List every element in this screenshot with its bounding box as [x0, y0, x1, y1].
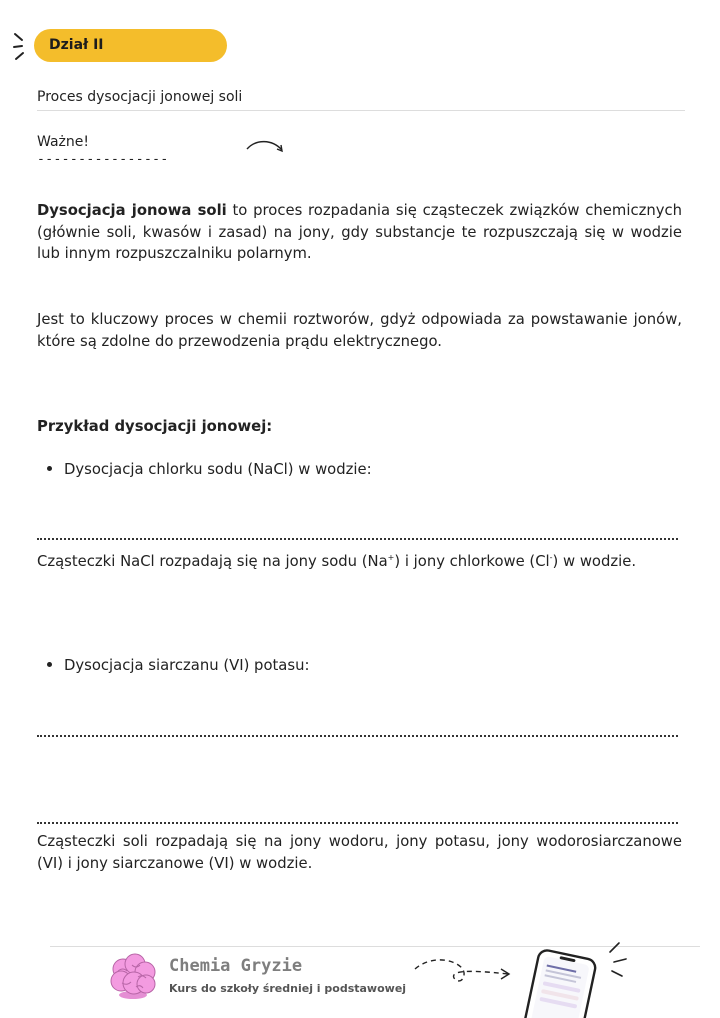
brain-logo-icon	[108, 953, 158, 1001]
answer-line-2[interactable]	[37, 735, 678, 737]
note-part: Cząsteczki NaCl rozpadają się na jony sodu (Na	[37, 552, 388, 570]
example-2-bullet	[47, 657, 309, 674]
definition-paragraph	[37, 200, 682, 265]
spark-lines-icon	[12, 30, 34, 62]
title-divider	[37, 110, 685, 111]
important-dash-divider: ----------------	[37, 152, 169, 167]
example-1-bullet	[47, 461, 372, 478]
example-1-text: Dysocjacja chlorku sodu (NaCl) w wodzie:	[64, 461, 372, 478]
curved-arrow-icon	[412, 954, 516, 988]
brand-name: Chemia Gryzie	[169, 956, 303, 976]
example-2-text: Dysocjacja siarczanu (VI) potasu:	[64, 657, 310, 674]
bullet-dot	[47, 466, 52, 471]
section-badge: Dział II	[34, 29, 227, 62]
definition-text: to proces rozpadania się cząsteczek związków chemicznych (głównie soli, kwasów i zasad) na jony, gdy substancje te rozpuszczają się w wodzie lub innym rozpuszczalniku polarnym.	[37, 202, 682, 262]
example-2-note: Cząsteczki soli rozpadają się na jony wodoru, jony potasu, jony wodorosiarczanowe (VI) i jony siarczanowe (VI) w wodzie.	[37, 833, 682, 872]
answer-line-3[interactable]	[37, 822, 678, 824]
curved-arrow-icon	[244, 137, 286, 157]
bullet-dot	[47, 662, 52, 667]
definition-term: Dysocjacja jonowa soli	[37, 202, 227, 219]
importance-paragraph: Jest to kluczowy proces w chemii roztworów, gdyż odpowiada za powstawanie jonów, które są zdolne do przewodzenia prądu elektrycznego.	[37, 311, 682, 350]
brand-tagline: Kurs do szkoły średniej i podstawowej	[169, 982, 407, 995]
phone-icon	[516, 940, 636, 1018]
note-part: ) w wodzie.	[552, 552, 637, 570]
note-part: ) i jony chlorkowe (Cl	[394, 552, 550, 570]
section-title: Proces dysocjacji jonowej soli	[37, 89, 243, 105]
answer-line-1[interactable]	[37, 538, 678, 540]
example-1-note	[37, 547, 682, 572]
ion-charge-plus: +	[387, 553, 395, 562]
example-heading: Przykład dysocjacji jonowej:	[37, 418, 273, 435]
ion-charge-minus: -	[549, 553, 553, 562]
important-label: Ważne!	[37, 134, 89, 150]
